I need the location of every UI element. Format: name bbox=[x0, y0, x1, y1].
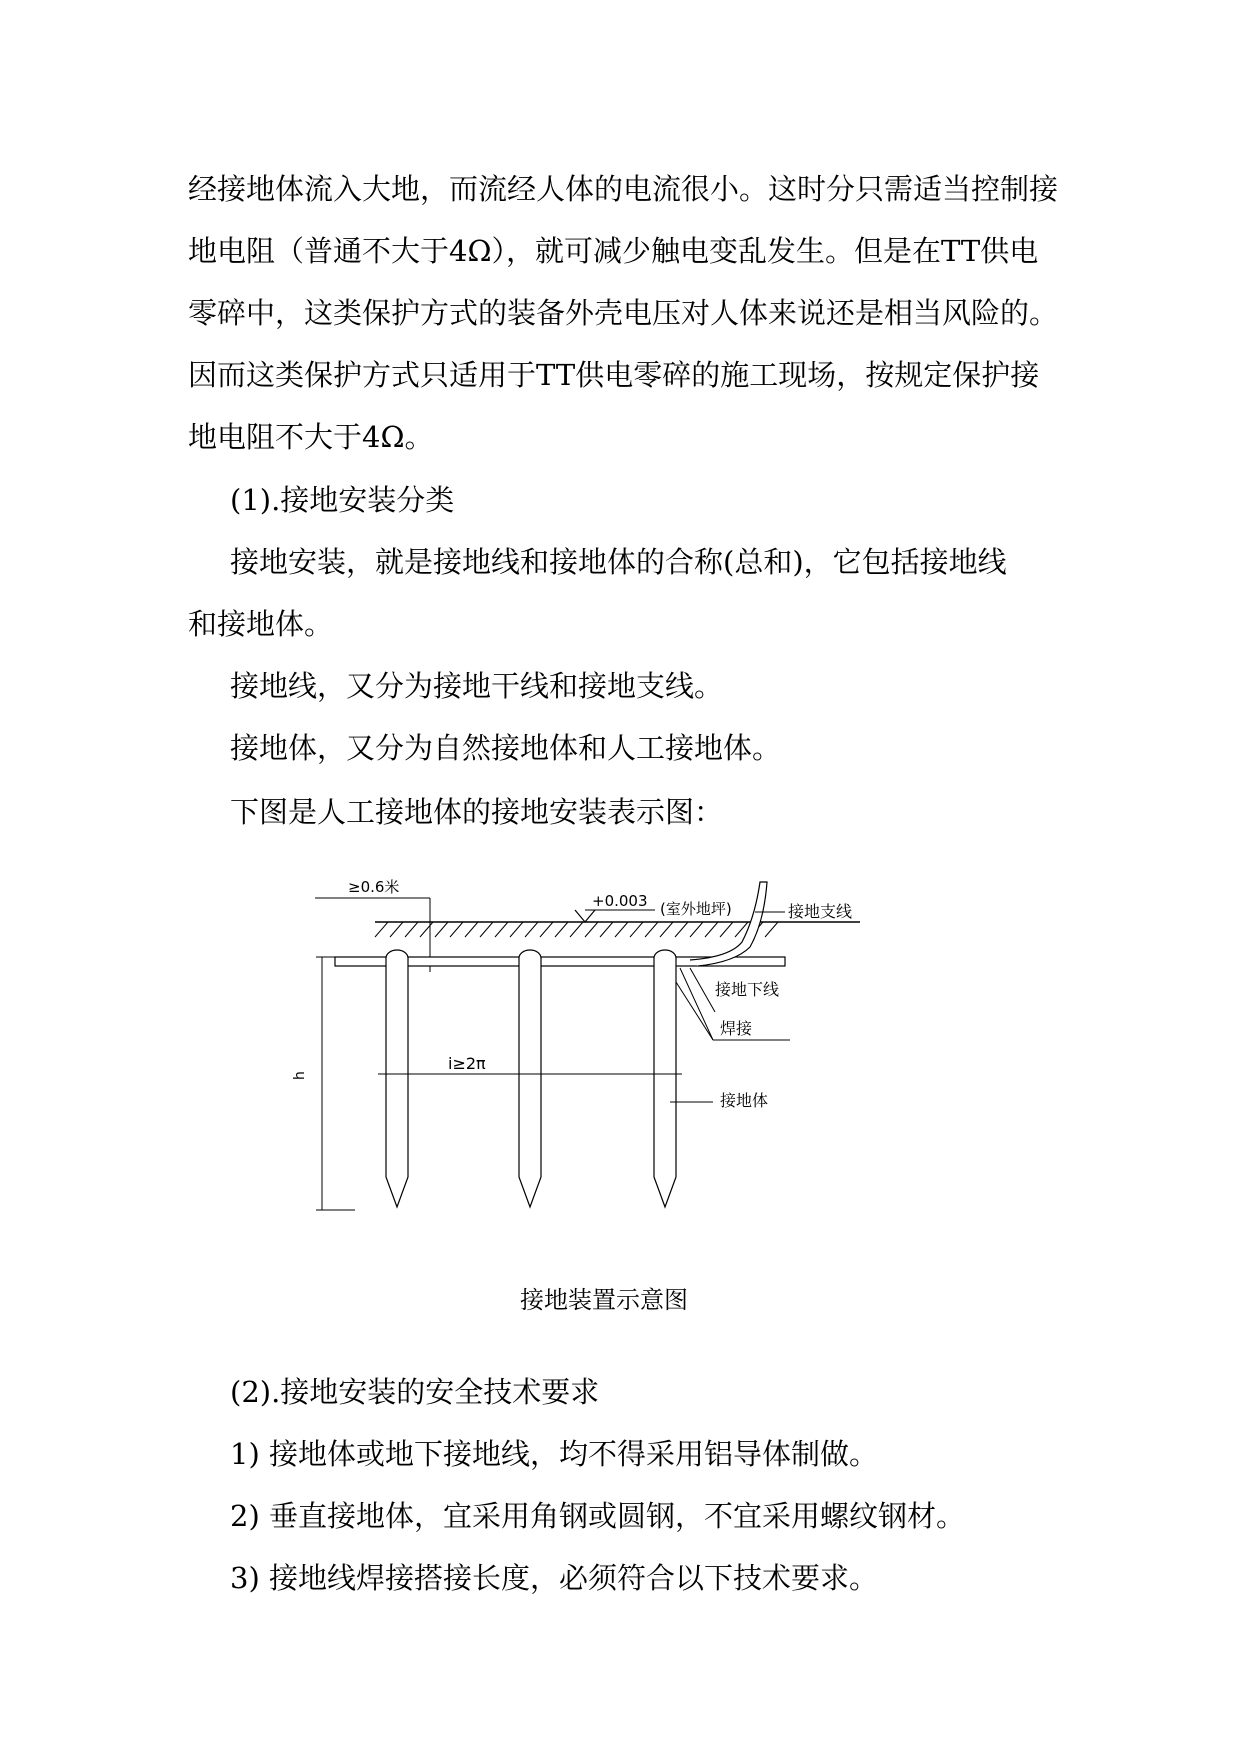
paragraph-ground-line: 接地线，又分为接地干线和接地支线。 bbox=[230, 669, 724, 703]
list-item-2: 2) 垂直接地体，宜采用角钢或圆钢，不宜采用螺纹钢材。 bbox=[230, 1499, 965, 1533]
paragraph-intro: 经接地体流入大地，而流经人体的电流很小。这时分只需适当控制接地电阻（普通不大于4Ω），就可减少触电变乱发生。但是在TT供电零碎中，这类保护方式的装备外壳电压对人体来说还是相当风险的。因而这类保护方式只适用于TT供电零碎的施工现场，按规定保护接地电阻不大于4Ω。 bbox=[188, 172, 1059, 454]
paragraph-ground-body: 接地体，又分为自然接地体和人工接地体。 bbox=[230, 731, 782, 765]
grounding-diagram bbox=[292, 862, 1030, 1262]
list-item-3: 3) 接地线焊接搭接长度，必须符合以下技术要求。 bbox=[230, 1561, 878, 1595]
depth-label: ≥0.6米 bbox=[348, 878, 400, 896]
ground-hatch bbox=[375, 922, 778, 937]
paragraph-figure-intro: 下图是人工接地体的接地安装表示图： bbox=[230, 795, 724, 829]
ground-level-marker bbox=[575, 910, 595, 922]
h-label: h bbox=[292, 1071, 308, 1080]
spacing-label: i≥2π bbox=[448, 1054, 486, 1073]
ground-level-label: +0.003 bbox=[592, 892, 648, 910]
electrode-1 bbox=[386, 950, 408, 1207]
branch-line-label: 接地支线 bbox=[788, 902, 853, 921]
down-line-label: 接地下线 bbox=[715, 980, 780, 999]
weld-leader-2 bbox=[676, 982, 713, 1040]
paragraph-definition-line1: 接地安装，就是接地线和接地体的合称(总和)，它包括接地线 bbox=[230, 545, 1007, 579]
heading-classification: (1).接地安装分类 bbox=[230, 483, 455, 517]
paragraph-definition-line2: 和接地体。 bbox=[188, 607, 334, 641]
electrode-label: 接地体 bbox=[720, 1091, 769, 1110]
heading-safety-requirements: (2).接地安装的安全技术要求 bbox=[230, 1375, 600, 1409]
ground-level-note: (室外地坪) bbox=[660, 900, 732, 918]
electrode-3 bbox=[654, 950, 676, 1207]
down-line-leader bbox=[690, 968, 715, 1012]
list-item-1: 1) 接地体或地下接地线，均不得采用铝导体制做。 bbox=[230, 1437, 878, 1471]
figure-caption: 接地装置示意图 bbox=[520, 1286, 688, 1314]
weld-label: 焊接 bbox=[720, 1019, 753, 1038]
electrode-2 bbox=[519, 950, 541, 1207]
